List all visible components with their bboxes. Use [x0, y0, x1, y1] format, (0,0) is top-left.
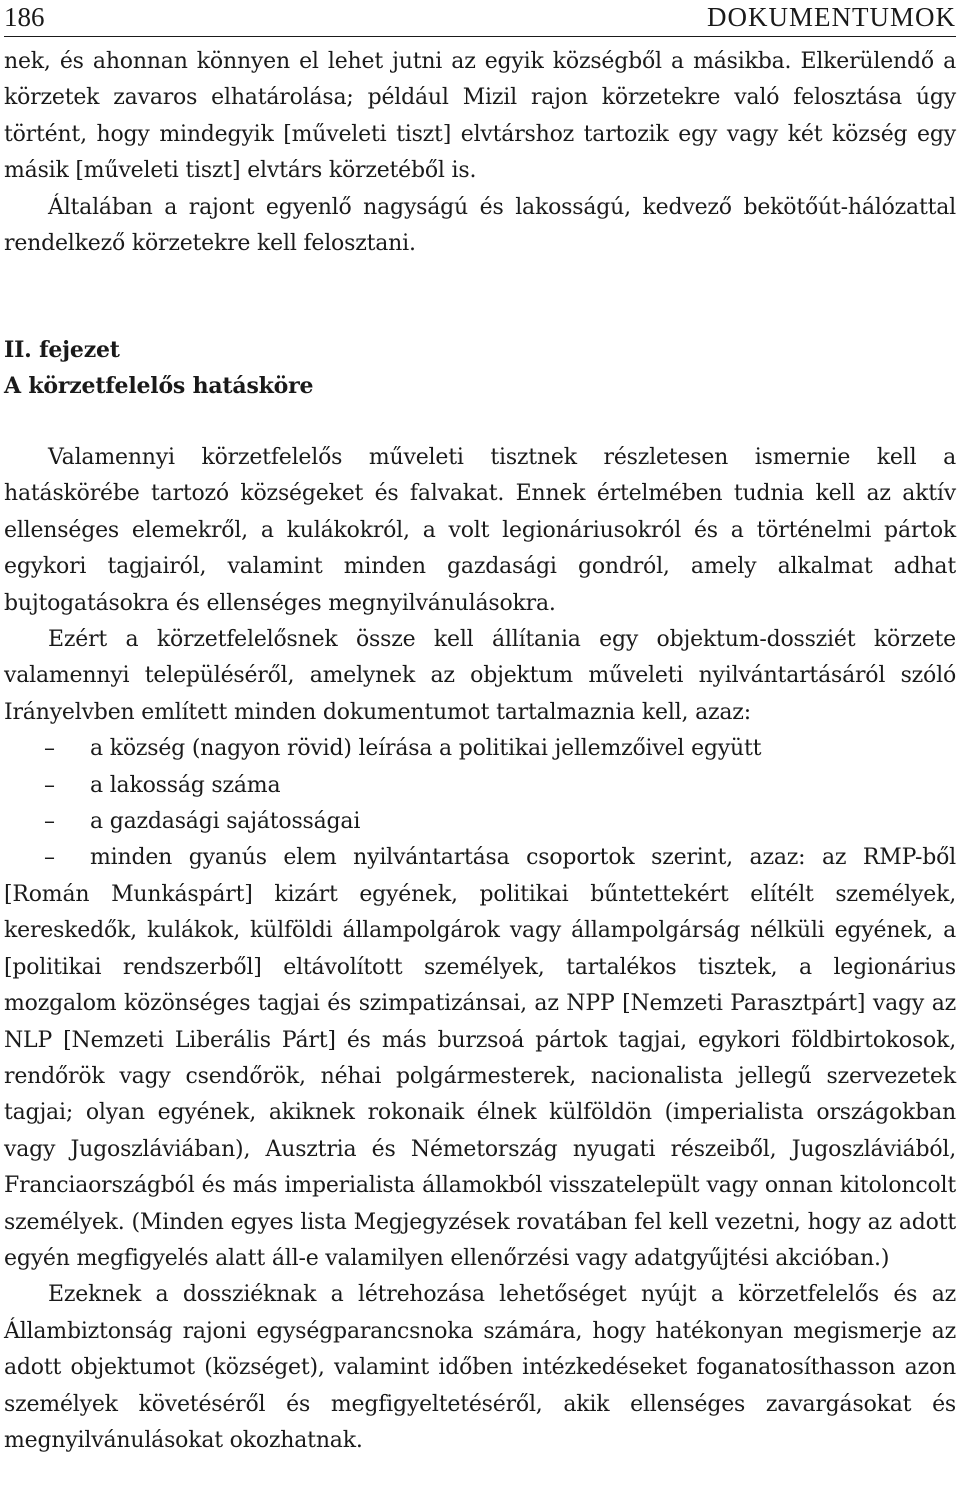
list-item-text: a lakosság száma	[90, 772, 281, 798]
intro-section	[4, 44, 956, 262]
chapter-number: II. fejezet	[4, 337, 120, 363]
chapter-title: A körzetfelelős hatásköre	[4, 373, 314, 399]
list-dash: –	[44, 736, 55, 762]
dossier-contents-list	[4, 731, 956, 1277]
paragraph: Ezeknek a dossziéknak a létrehozása lehetőséget nyújt a körzetfelelős és az Állambiztonság rajoni egységparancsnoka számára, hogy hatékonyan megismerje az adott objektumot (községet), valamint időben intézkedéseket foganatosíthasson azon személyek követéséről és megfigyeltetéséről, akik ellenséges zavargásokat és megnyilvánulásokat okozhatnak.	[4, 1282, 956, 1453]
paragraph: Általában a rajont egyenlő nagyságú és lakosságú, kedvező bekötőút-hálózattal rendelkező körzetekre kell felosztani.	[4, 194, 956, 257]
list-item	[4, 840, 956, 1277]
list-dash: –	[44, 845, 55, 871]
list-dash: –	[44, 809, 55, 835]
list-item-text: minden gyanús elem nyilvántartása csoportok szerint, azaz: az RMP-ből [Román Munkáspárt] kizárt egyének, politikai bűntettekért elítélt személyek, kereskedők, kulákok, külföldi állampolgárok vagy állampolgárság nélküli egyének, a [politikai rendszerből] eltávolított személyek, tartalékos tisztek, a legionárius mozgalom közönséges tagjai és szimpatizánsai, az NPP [Nemzeti Parasztpárt] vagy az NLP [Nemzeti Liberális Párt] és más burzsoá pártok tagjai, egykori földbirtokosok, rendőrök vagy csendőrök, néhai polgármesterek, nacionalista jellegű szervezetek tagjai; olyan egyének, akiknek rokonaik élnek külföldön (imperialista országokban vagy Jugoszláviában), Ausztria és Németország nyugati részeiből, Jugoszláviából, Franciaországból és más imperialista államokból visszatelepült vagy onnan kitoloncolt személyek. (Minden egyes lista Megjegyzések rovatában fel kell vezetni, hogy az adott egyén megfigyelés alatt áll-e valamilyen ellenőrzési vagy adatgyűjtési akcióban.)	[4, 845, 956, 1271]
header-rule	[4, 36, 956, 37]
list-item	[4, 804, 956, 840]
document-page	[4, 0, 956, 1453]
paragraph: Valamennyi körzetfelelős műveleti tisztnek részletesen ismernie kell a hatáskörébe tartozó községeket és falvakat. Ennek értelmében tudnia kell az aktív ellenséges elemekről, a kulákokról, a volt legionáriusokról és a történelmi pártok egykori tagjairól, valamint minden gazdasági gondról, amely alkalmat adhat bujtogatásokra és ellenséges megnyilvánulásokra.	[4, 445, 956, 616]
chapter-body	[4, 440, 956, 1459]
chapter-heading	[4, 332, 956, 404]
section-title: DOKUMENTUMOK	[707, 2, 956, 32]
page-number: 186	[4, 2, 45, 32]
list-item-text: a gazdasági sajátosságai	[90, 809, 361, 835]
paragraph: Ezért a körzetfelelősnek össze kell állítania egy objektum-dossziét körzete valamennyi településéről, amelynek az objektum műveleti nyilvántartásáról szóló Irányelvben említett minden dokumentumot tartalmaznia kell, azaz:	[4, 627, 956, 725]
list-item	[4, 768, 956, 804]
list-item	[4, 731, 956, 767]
running-head	[4, 0, 956, 36]
list-item-text: a község (nagyon rövid) leírása a politikai jellemzőivel együtt	[90, 736, 762, 762]
list-dash: –	[44, 772, 55, 798]
paragraph: nek, és ahonnan könnyen el lehet jutni az egyik községből a másikba. Elkerülendő a körzetek zavaros elhatárolása; például Mizil rajon körzetekre való felosztása úgy történt, hogy mindegyik [műveleti tiszt] elvtárshoz tartozik egy vagy két község egy másik [műveleti tiszt] elvtárs körzetéből is.	[4, 49, 956, 184]
